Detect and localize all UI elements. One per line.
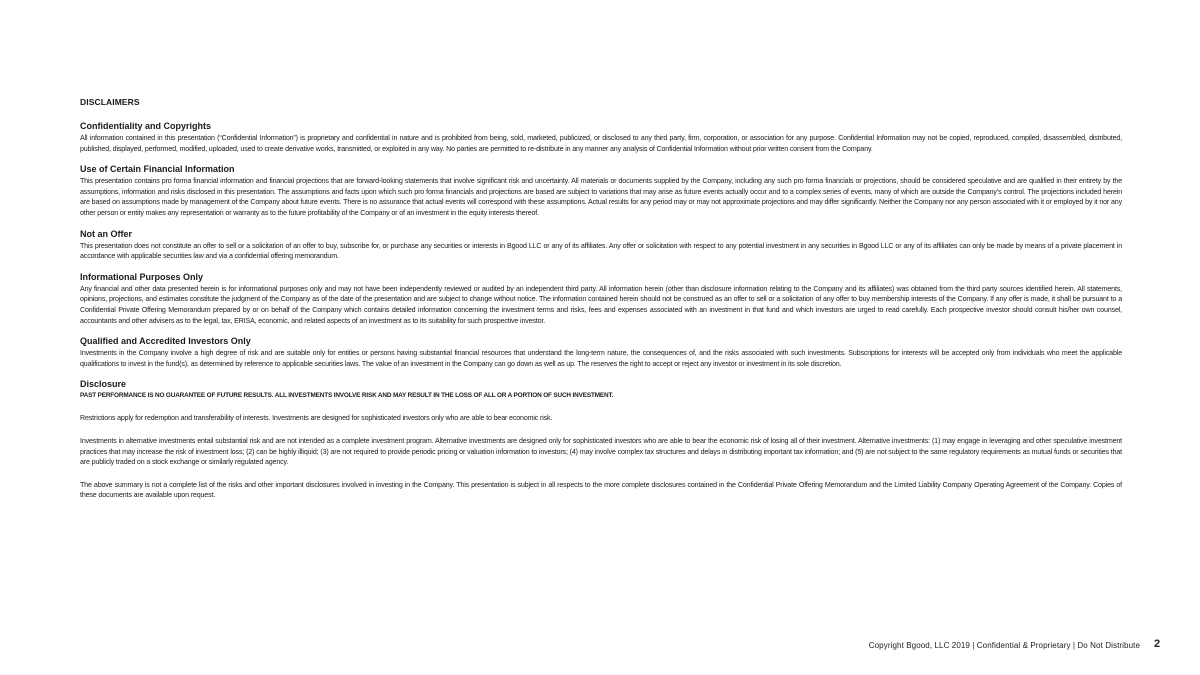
section-paragraph: All information contained in this presentation (“Confidential Information”) is proprietary and confidential in nature and is prohibited from being, sold, marketed, publicized, or disclosed to any third party, firm, corporation, or association for any purpose. Confidential Information may not be copied, reproduced, compiled, disassembled, distributed, published, displayed, performed, modified, uploaded, used to create derivative works, transmitted, or exploited in any way. No parties are permitted to re-distribute in any manner any analysis of Confidential Information without prior written consent from the Company. — [80, 134, 1122, 153]
section-paragraph: Investments in the Company involve a high degree of risk and are suitable only for entities or persons having substantial financial resources that understand the long-term nature, the consequences of, and the risks associated with such investments. Subscriptions for interests will be accepted only from individuals who meet the applicable qualifications to invest in the fund(s), as determined by reference to applicable securities laws. The value of an investment in the Company can go down as well as up. The reserves the right to accept or reject any investor or investment in its sole discretion. — [80, 349, 1122, 368]
footer-copyright: Copyright Bgood, LLC 2019 | Confidential & Proprietary | Do Not Distribute — [868, 641, 1140, 650]
page-title: DISCLAIMERS — [80, 97, 140, 107]
disclosure-paragraph: The above summary is not a complete list of the risks and other important disclosures involved in investing in the Company. This presentation is subject in all respects to the more complete disclosures contained in the Confidential Private Offering Memorandum and the Limited Liability Company Operating Agreement of the Company. Copies of these documents are available upon request. — [80, 480, 1122, 500]
section-not-an-offer — [80, 228, 1122, 262]
section-disclosure — [80, 378, 1122, 501]
section-paragraph: Any financial and other data presented herein is for informational purposes only and may not have been independently reviewed or audited by an independent third party. All information herein (other than disclosure information relating to the Company and its affiliates) was obtained from the third party sources identified herein. All statements, opinions, projections, and estimates constitute the judgment of the Company as of the date of the presentation and are subject to change without notice. The information contained herein should not be construed as an offer to sell or a solicitation of any offer to buy membership interests of the Company. If any offer is made, it shall be pursuant to a Confidential Private Offering Memorandum prepared by or on behalf of the Company which contains detailed information concerning the investment terms and risks, fees and expenses associated with an investment in that fund and which investors are urged to read carefully. Each prospective investor should consult his/her own counsel, accountants and other advisers as to the legal, tax, ERISA, economic, and related aspects of an investment as to its suitability for such prospective investor. — [80, 284, 1122, 325]
section-informational-purposes — [80, 271, 1122, 326]
section-financial-information — [80, 163, 1122, 218]
section-heading: Not an Offer — [80, 228, 133, 239]
section-confidentiality — [80, 120, 1122, 154]
section-heading: Confidentiality and Copyrights — [80, 121, 212, 131]
disclaimer-page — [80, 97, 1122, 510]
section-heading: Informational Purposes Only — [80, 271, 204, 282]
disclosure-paragraph: Investments in alternative investments entail substantial risk and are not intended as a complete investment program. Alternative investments are designed only for sophisticated investors who are able to bear the economic risk of losing all of their investment. Alternative investments: (1) may engage in leveraging and other speculative investment practices that may increase the risk of investment loss; (2) can be highly illiquid; (3) are not required to provide periodic pricing or valuation information to investors; (4) may involve complex tax structures and delays in distributing important tax information; and (5) are not subject to the same regulatory requirements as mutual funds or securities that are publicly traded on a stock exchange or similarly regulated agency. — [80, 436, 1122, 467]
disclosure-caps-line: PAST PERFORMANCE IS NO GUARANTEE OF FUTURE RESULTS. ALL INVESTMENTS INVOLVE RISK AND MAY RESULT IN THE LOSS OF ALL OR A PORTION OF SUCH INVESTMENT. — [80, 392, 614, 400]
section-paragraph: This presentation does not constitute an offer to sell or a solicitation of an offer to buy, subscribe for, or purchase any securities or interests in Bgood LLC or any of its affiliates. Any offer or solicitation with respect to any potential investment in any securities in Bgood LLC or any of its affiliates can only be made by means of a private placement in accordance with applicable securities law and via a confidential offering memorandum. — [80, 241, 1122, 261]
page-number: 2 — [1154, 638, 1161, 650]
section-heading: Qualified and Accredited Investors Only — [80, 336, 251, 347]
section-heading: Disclosure — [80, 379, 127, 390]
section-paragraph: This presentation contains pro forma financial information and financial projections that are forward-looking statements that involve significant risk and uncertainty. All materials or documents supplied by the Company, including any such pro forma financials or projections, should be considered speculative and are qualified in their entirety by the assumptions, information and risks disclosed in this presentation. The assumptions and facts upon which such pro forma financials and projections are based are subject to variations that may arise as future events actually occur and to a complex series of events, many of which are outside the Company’s control. The projections included herein are based on assumptions made by management of the Company about future events. There is no assurance that actual events will correspond with these assumptions. Actual results for any period may or may not approximate projections and may differ significantly. Neither the Company nor any person associated with it or employed by it nor any other person or entity makes any representation or warranty as to the future profitability of the Company or of an investment in the equity interests thereof. — [80, 177, 1122, 217]
section-qualified-investors — [80, 335, 1122, 369]
disclosure-paragraph: Restrictions apply for redemption and transferability of interests. Investments are designed for sophisticated investors only who are able to bear economic risk. — [80, 414, 553, 423]
section-heading: Use of Certain Financial Information — [80, 164, 235, 175]
